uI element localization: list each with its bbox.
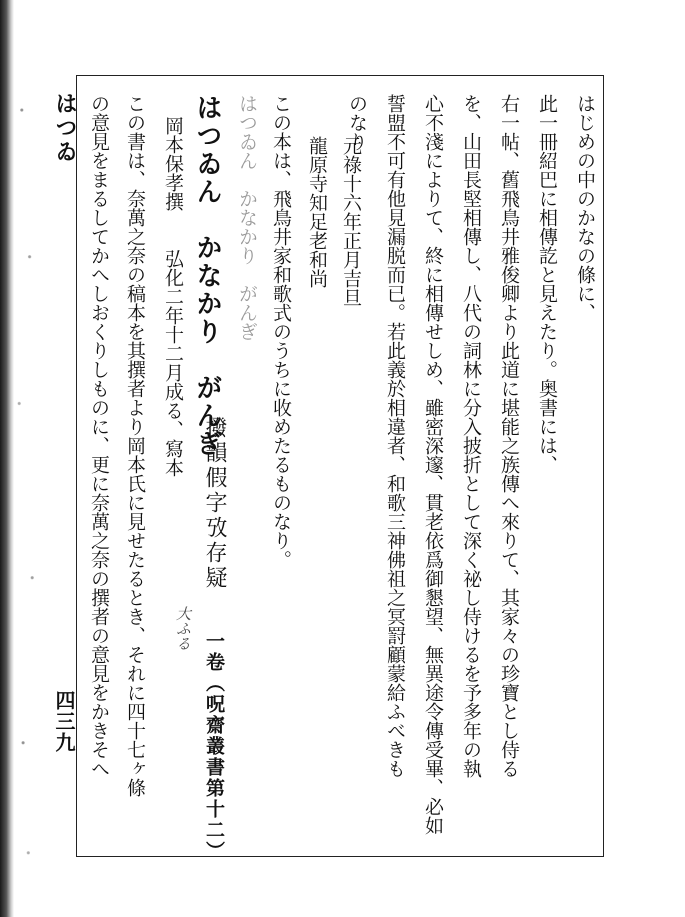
entry-heading: はつゐん かなかり がんぎ xyxy=(192,94,222,458)
signature-line: 龍原寺知足老和尚 xyxy=(306,136,328,288)
text-column-1: はじめの中のかなの條に、 xyxy=(574,94,596,322)
handwritten-annotation: 大ふる xyxy=(174,606,192,651)
text-column-3: 右一帖、舊飛鳥井雅俊卿より此道に堪能之族傳へ來りて、其家々の珍寶とし侍る xyxy=(498,94,520,778)
faint-bleed-column: はつゐん かなかり がんぎ xyxy=(236,94,258,341)
note-line: この本は、飛鳥井家和歌式のうちに收めたるものなり。 xyxy=(270,94,292,569)
text-frame xyxy=(76,75,604,862)
text-column-7: のなり xyxy=(346,94,368,151)
page-number: 四三九 xyxy=(52,690,76,753)
author-line: 岡本保孝撰 弘化二年十二月成る、寫本 xyxy=(162,116,184,477)
binding-specks xyxy=(14,0,40,917)
text-column-13: この書は、奈萬之奈の稿本を其撰者より岡本氏に見せたるとき、それに四十七ヶ條 xyxy=(124,94,146,797)
running-title: はつゐ xyxy=(52,92,78,164)
text-column-4: を、山田長堅相傳し、八代の詞林に分入披折として深く祕し侍けるを予多年の執 xyxy=(460,94,482,778)
page-binding-edge xyxy=(0,0,14,917)
date-line: 元祿十六年正月吉旦 xyxy=(340,136,362,307)
text-column-6: 誓盟不可有他見漏脱而已。若此義於相違者、和歌三神佛祖之冥罸顧蒙給ふべきも xyxy=(384,94,406,778)
volume-note: 一卷（呪齋叢書第十二） xyxy=(203,631,225,862)
entry-kanji-title: 撥韻假字攷存疑 xyxy=(202,416,227,591)
text-column-2: 此一冊紹巴に相傳訖と見えたり。奥書には、 xyxy=(536,94,558,474)
text-column-5: 心不淺によりて、終に相傳せしめ、雖密深邃、貫老依爲御懇望、無異途令傳受畢、必如 xyxy=(422,94,444,835)
text-column-14: の意見をまるしてかへしおくりしものに、更に奈萬之奈の撰者の意見をかきそへ xyxy=(88,94,110,778)
